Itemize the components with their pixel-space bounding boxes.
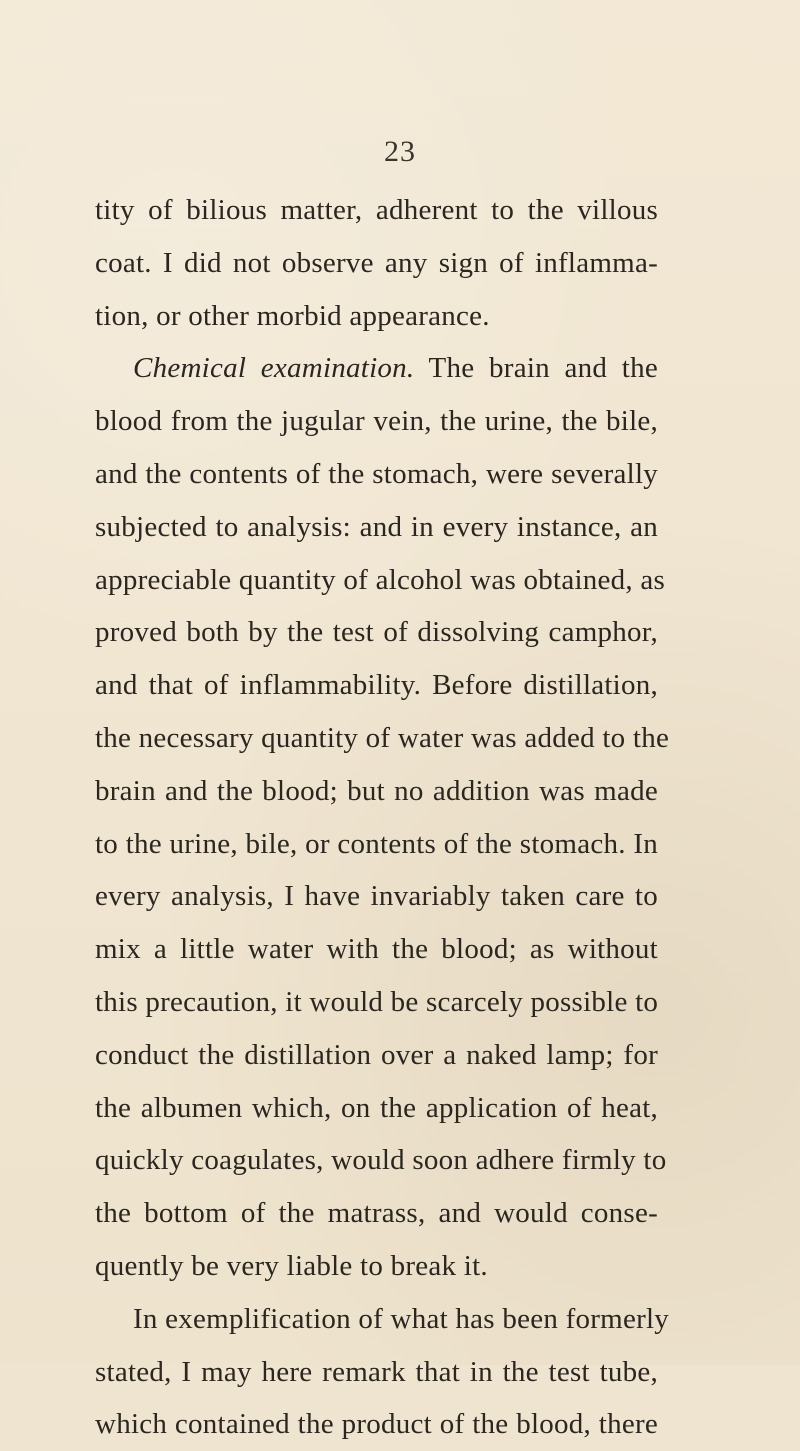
text-line-17: conduct the distillation over a naked lamp; for <box>95 1038 658 1071</box>
text-line-23: stated, I may here remark that in the test tube, <box>95 1355 658 1388</box>
text-line-4-rest: The brain and the <box>428 352 658 385</box>
text-line-9: proved both by the test of dissolving camphor, <box>95 616 658 649</box>
text-line-16: this precaution, it would be scarcely possible to <box>95 985 659 1018</box>
text-line-14: every analysis, I have invariably taken care to <box>95 880 658 913</box>
text-line-1: tity of bilious matter, adherent to the villous <box>95 194 658 226</box>
text-line-12: brain and the blood; but no addition was made <box>95 774 658 807</box>
text-line-21: quently be very liable to break it. <box>95 1249 488 1282</box>
page-number: 23 <box>384 135 416 168</box>
text-line-13: to the urine, bile, or contents of the stomach. In <box>95 827 658 860</box>
text-line-3: tion, or other morbid appearance. <box>95 299 490 332</box>
text-line-6: and the contents of the stomach, were severally <box>95 457 658 490</box>
text-line-11: the necessary quantity of water was added to the <box>95 721 670 754</box>
body-text <box>95 184 670 1451</box>
text-line-4 <box>95 342 658 395</box>
text-line-8: appreciable quantity of alcohol was obtained, as <box>95 563 666 596</box>
text-line-5: blood from the jugular vein, the urine, the bile, <box>95 405 658 438</box>
text-line-20: the bottom of the matrass, and would conse- <box>95 1197 658 1230</box>
text-line-19: quickly coagulates, would soon adhere firmly to <box>95 1144 667 1177</box>
text-line-15: mix a little water with the blood; as without <box>95 933 658 966</box>
text-line-18: the albumen which, on the application of heat, <box>95 1091 658 1124</box>
text-line-10: and that of inflammability. Before distillation, <box>95 669 658 702</box>
text-line-24: which contained the product of the blood, there <box>95 1408 658 1441</box>
section-heading-chemical-examination: Chemical examination. <box>133 352 415 385</box>
text-line-7: subjected to analysis: and in every instance, an <box>95 510 658 543</box>
text-line-22: In exemplification of what has been formerly <box>133 1302 670 1335</box>
text-line-2: coat. I did not observe any sign of inflamma- <box>95 246 658 279</box>
